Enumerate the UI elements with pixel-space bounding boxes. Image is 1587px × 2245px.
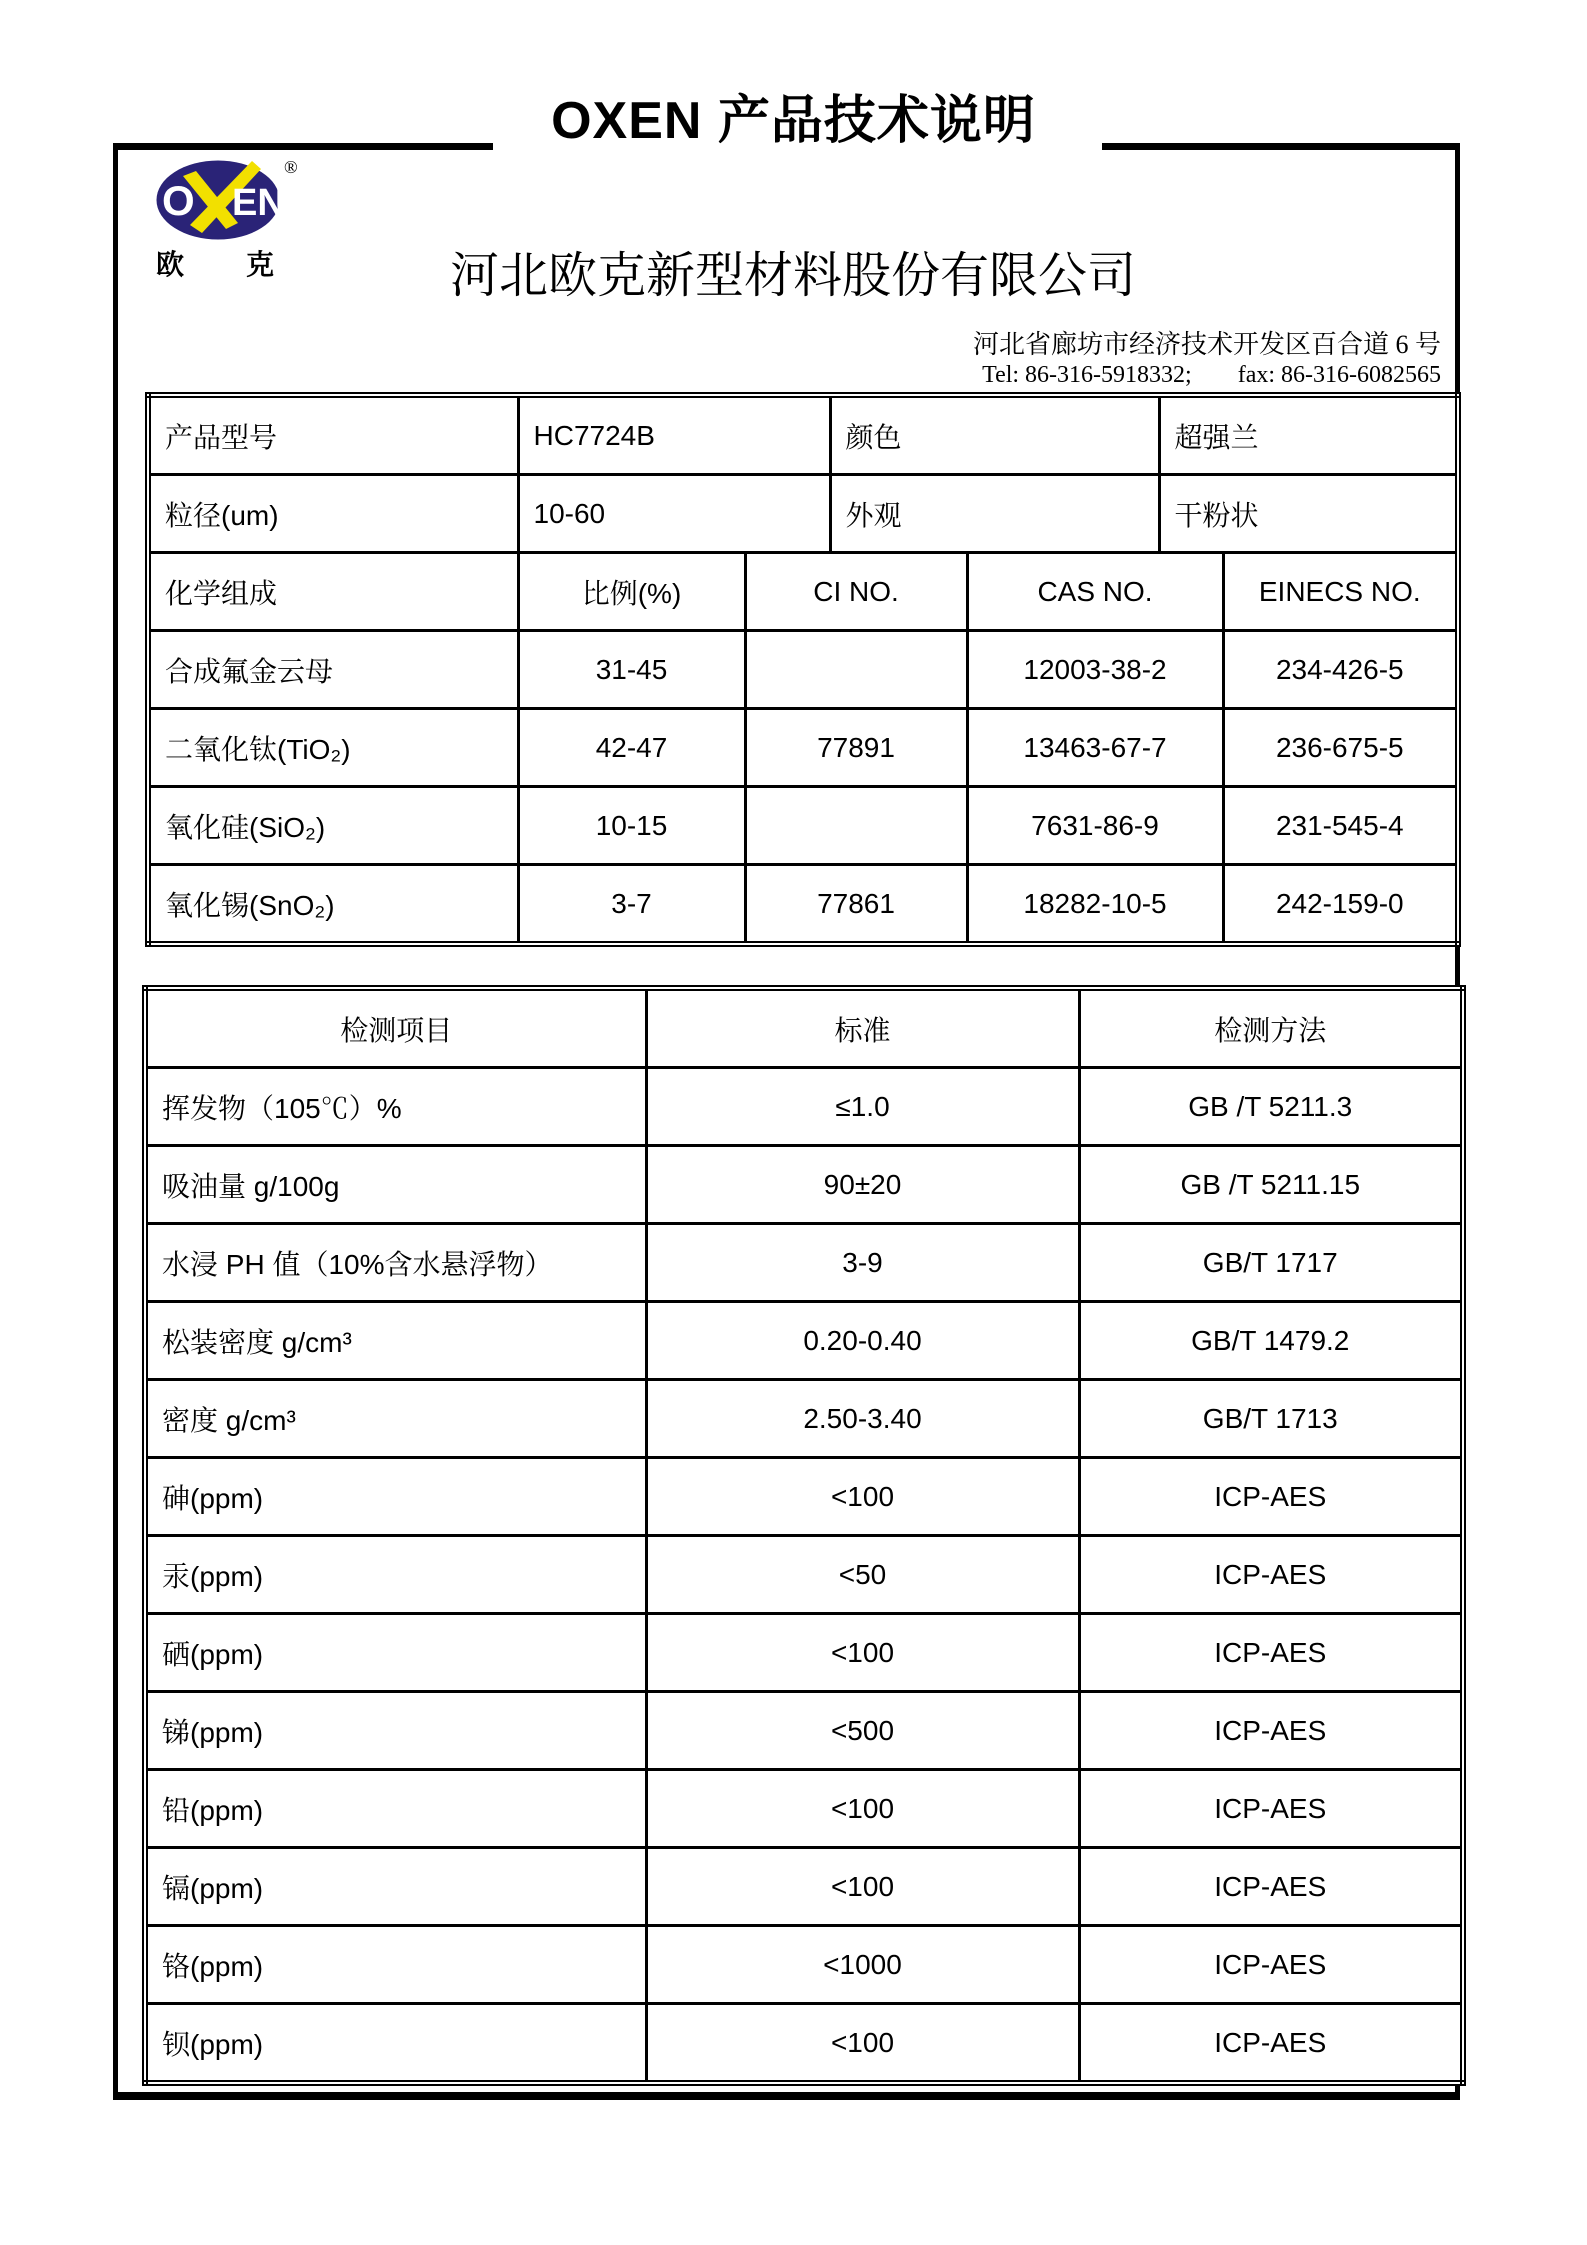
table-row bbox=[148, 865, 1458, 945]
table-row bbox=[145, 1302, 1463, 1380]
table-header-row bbox=[148, 553, 1458, 631]
table-cell: GB /T 5211.15 bbox=[1079, 1146, 1463, 1224]
table-cell: 产品型号 bbox=[148, 395, 518, 475]
document-frame bbox=[113, 143, 1460, 2100]
table-cell: 234-426-5 bbox=[1223, 631, 1458, 709]
table-row bbox=[148, 787, 1458, 865]
company-fax: fax: 86-316-6082565 bbox=[1237, 362, 1441, 388]
table-cell: ICP-AES bbox=[1079, 1770, 1463, 1848]
logo-caption-right: 克 bbox=[245, 249, 274, 280]
table-cell: 吸油量 g/100g bbox=[145, 1146, 646, 1224]
table-cell: 12003-38-2 bbox=[967, 631, 1223, 709]
table-cell: ≤1.0 bbox=[646, 1068, 1079, 1146]
table-header-cell: 标准 bbox=[646, 988, 1079, 1068]
table-cell: 10-60 bbox=[518, 475, 830, 553]
table-cell: ICP-AES bbox=[1079, 2004, 1463, 2084]
table-cell: 锑(ppm) bbox=[145, 1692, 646, 1770]
composition-rows bbox=[148, 631, 1458, 945]
logo-caption-left: 欧 bbox=[156, 249, 185, 280]
table-cell: 铅(ppm) bbox=[145, 1770, 646, 1848]
table-cell: 砷(ppm) bbox=[145, 1458, 646, 1536]
svg-text:EN: EN bbox=[232, 182, 285, 224]
table-header-row bbox=[145, 988, 1463, 1068]
logo-caption bbox=[156, 251, 274, 279]
table-row bbox=[145, 1926, 1463, 2004]
contact-block bbox=[973, 329, 1441, 389]
table-cell: ICP-AES bbox=[1079, 1692, 1463, 1770]
table-cell: 18282-10-5 bbox=[967, 865, 1223, 945]
table-cell: 超强兰 bbox=[1159, 395, 1458, 475]
table-row bbox=[145, 1770, 1463, 1848]
table-cell: 90±20 bbox=[646, 1146, 1079, 1224]
page-title: OXEN 产品技术说明 bbox=[551, 92, 1036, 150]
company-telfax bbox=[973, 361, 1441, 389]
test-rows bbox=[145, 1068, 1463, 2084]
table-cell: 2.50-3.40 bbox=[646, 1380, 1079, 1458]
product-spec-table bbox=[145, 392, 1461, 947]
table-cell: 77891 bbox=[745, 709, 967, 787]
company-tel: Tel: 86-316-5918332; bbox=[982, 362, 1192, 388]
table-cell: 13463-67-7 bbox=[967, 709, 1223, 787]
table-row bbox=[145, 1458, 1463, 1536]
company-address: 河北省廊坊市经济技术开发区百合道 6 号 bbox=[972, 330, 1441, 359]
svg-text:®: ® bbox=[284, 157, 298, 177]
table-cell: GB/T 1479.2 bbox=[1079, 1302, 1463, 1380]
company-name: 河北欧克新型材料股份有限公司 bbox=[450, 248, 1137, 303]
table-header-cell: 化学组成 bbox=[148, 553, 518, 631]
table-cell: 7631-86-9 bbox=[967, 787, 1223, 865]
table-header-cell: CAS NO. bbox=[967, 553, 1223, 631]
table-row bbox=[145, 1692, 1463, 1770]
table-cell: ICP-AES bbox=[1079, 1848, 1463, 1926]
oxen-logo-icon bbox=[156, 157, 326, 245]
table-row bbox=[145, 1536, 1463, 1614]
table-cell: <1000 bbox=[646, 1926, 1079, 2004]
table-header-cell: CI NO. bbox=[745, 553, 967, 631]
table-cell bbox=[745, 631, 967, 709]
title-rule-right bbox=[1102, 143, 1455, 150]
table-cell: 镉(ppm) bbox=[145, 1848, 646, 1926]
table-cell: 0.20-0.40 bbox=[646, 1302, 1079, 1380]
table-cell: 42-47 bbox=[518, 709, 745, 787]
table-cell: 31-45 bbox=[518, 631, 745, 709]
test-header-body bbox=[145, 988, 1463, 1068]
table-cell: HC7724B bbox=[518, 395, 830, 475]
table-cell: ICP-AES bbox=[1079, 1926, 1463, 2004]
svg-text:O: O bbox=[162, 177, 195, 224]
table-cell: 外观 bbox=[830, 475, 1159, 553]
table-cell: <100 bbox=[646, 1458, 1079, 1536]
table-cell: 242-159-0 bbox=[1223, 865, 1458, 945]
table-cell: 汞(ppm) bbox=[145, 1536, 646, 1614]
table-cell: 硒(ppm) bbox=[145, 1614, 646, 1692]
table-cell: 干粉状 bbox=[1159, 475, 1458, 553]
table-cell: 3-9 bbox=[646, 1224, 1079, 1302]
table-row bbox=[148, 709, 1458, 787]
composition-header-body bbox=[148, 553, 1458, 631]
table-cell: ICP-AES bbox=[1079, 1536, 1463, 1614]
table-header-cell: 比例(%) bbox=[518, 553, 745, 631]
table-cell: 二氧化钛(TiO₂) bbox=[148, 709, 518, 787]
table-cell: 颜色 bbox=[830, 395, 1159, 475]
table-cell: 10-15 bbox=[518, 787, 745, 865]
table-cell: 77861 bbox=[745, 865, 967, 945]
table-cell: <100 bbox=[646, 1614, 1079, 1692]
table-row bbox=[145, 2004, 1463, 2084]
table-cell: 231-545-4 bbox=[1223, 787, 1458, 865]
table-cell: 3-7 bbox=[518, 865, 745, 945]
table-header-cell: 检测方法 bbox=[1079, 988, 1463, 1068]
table-cell: ICP-AES bbox=[1079, 1458, 1463, 1536]
table-row bbox=[148, 475, 1458, 553]
table-cell: 236-675-5 bbox=[1223, 709, 1458, 787]
table-cell: 密度 g/cm³ bbox=[145, 1380, 646, 1458]
table-cell: <100 bbox=[646, 1848, 1079, 1926]
table-row bbox=[145, 1146, 1463, 1224]
table-cell: GB/T 1717 bbox=[1079, 1224, 1463, 1302]
table-cell: GB /T 5211.3 bbox=[1079, 1068, 1463, 1146]
table-cell: 松装密度 g/cm³ bbox=[145, 1302, 646, 1380]
test-methods-table bbox=[142, 985, 1466, 2086]
table-row bbox=[145, 1068, 1463, 1146]
table-row bbox=[148, 395, 1458, 475]
table-cell: GB/T 1713 bbox=[1079, 1380, 1463, 1458]
table-cell: <100 bbox=[646, 2004, 1079, 2084]
table-cell: ICP-AES bbox=[1079, 1614, 1463, 1692]
table-cell: 水浸 PH 值（10%含水悬浮物） bbox=[145, 1224, 646, 1302]
table-row bbox=[145, 1614, 1463, 1692]
table-cell: <500 bbox=[646, 1692, 1079, 1770]
table-cell: 合成氟金云母 bbox=[148, 631, 518, 709]
table-cell: 氧化锡(SnO₂) bbox=[148, 865, 518, 945]
table-header-cell: EINECS NO. bbox=[1223, 553, 1458, 631]
table-cell: 氧化硅(SiO₂) bbox=[148, 787, 518, 865]
table-cell bbox=[745, 787, 967, 865]
table-cell: 挥发物（105℃）% bbox=[145, 1068, 646, 1146]
table-cell: 粒径(um) bbox=[148, 475, 518, 553]
title-rule-left bbox=[118, 143, 493, 150]
table-header-cell: 检测项目 bbox=[145, 988, 646, 1068]
product-info-rows bbox=[148, 395, 1458, 553]
table-cell: 钡(ppm) bbox=[145, 2004, 646, 2084]
table-cell: <50 bbox=[646, 1536, 1079, 1614]
company-logo bbox=[156, 157, 326, 279]
table-row bbox=[148, 631, 1458, 709]
table-row bbox=[145, 1224, 1463, 1302]
table-cell: <100 bbox=[646, 1770, 1079, 1848]
table-row bbox=[145, 1848, 1463, 1926]
table-row bbox=[145, 1380, 1463, 1458]
table-cell: 铬(ppm) bbox=[145, 1926, 646, 2004]
